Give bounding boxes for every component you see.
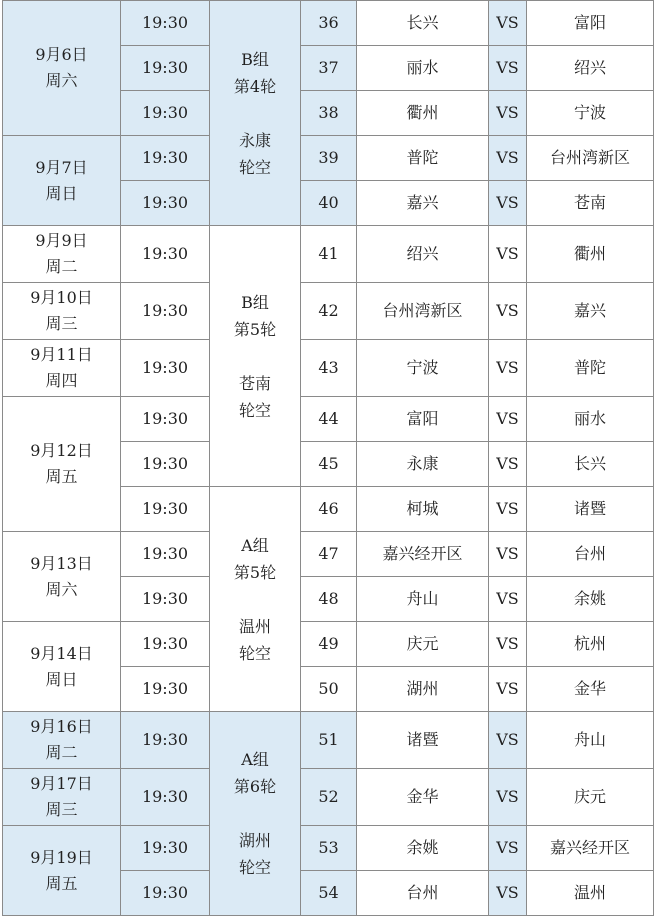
- time-cell: 19:30: [121, 622, 210, 667]
- away-team: 杭州: [527, 622, 654, 667]
- date-text: 9月7日: [35, 157, 88, 177]
- match-number: 44: [301, 397, 357, 442]
- round-text: 第5轮: [233, 319, 277, 339]
- time-cell: 19:30: [121, 136, 210, 181]
- home-team: 舟山: [357, 577, 489, 622]
- home-team: 柯城: [357, 487, 489, 532]
- date-cell: [3, 712, 121, 769]
- table-row: [3, 769, 654, 826]
- time-cell: 19:30: [121, 577, 210, 622]
- weekday-text: 周二: [45, 257, 78, 276]
- home-team: 普陀: [357, 136, 489, 181]
- table-row: [3, 622, 654, 667]
- date-cell: [3, 136, 121, 226]
- away-team: 苍南: [527, 181, 654, 226]
- away-team: 绍兴: [527, 46, 654, 91]
- home-team: 湖州: [357, 667, 489, 712]
- match-number: 39: [301, 136, 357, 181]
- bye-team-text: 湖州: [238, 831, 271, 850]
- vs-label: VS: [489, 136, 527, 181]
- home-team: 长兴: [357, 1, 489, 46]
- away-team: 余姚: [527, 577, 654, 622]
- match-number: 51: [301, 712, 357, 769]
- match-number: 52: [301, 769, 357, 826]
- away-team: 普陀: [527, 340, 654, 397]
- away-team: 富阳: [527, 1, 654, 46]
- round-cell: [210, 487, 301, 712]
- match-number: 43: [301, 340, 357, 397]
- home-team: 庆元: [357, 622, 489, 667]
- away-team: 诸暨: [527, 487, 654, 532]
- date-text: 9月6日: [35, 45, 88, 64]
- bye-team-text: 温州: [238, 616, 271, 636]
- away-team: 嘉兴: [527, 283, 654, 340]
- date-cell: [3, 340, 121, 397]
- home-team: 绍兴: [357, 226, 489, 283]
- group-text: B组: [241, 292, 269, 312]
- away-team: 嘉兴经开区: [527, 826, 654, 871]
- date-text: 9月9日: [35, 231, 88, 250]
- bye-label-text: 轮空: [238, 400, 271, 420]
- time-cell: 19:30: [121, 871, 210, 916]
- match-number: 47: [301, 532, 357, 577]
- weekday-text: 周六: [45, 71, 78, 90]
- round-text: 第5轮: [233, 562, 277, 582]
- match-number: 46: [301, 487, 357, 532]
- vs-label: VS: [489, 622, 527, 667]
- vs-label: VS: [489, 1, 527, 46]
- vs-label: VS: [489, 442, 527, 487]
- away-team: 宁波: [527, 91, 654, 136]
- date-cell: [3, 1, 121, 136]
- home-team: 余姚: [357, 826, 489, 871]
- table-row: [3, 226, 654, 283]
- table-row: [3, 532, 654, 577]
- bye-team-text: 苍南: [238, 373, 271, 393]
- home-team: 宁波: [357, 340, 489, 397]
- table-row: [3, 712, 654, 769]
- time-cell: 19:30: [121, 667, 210, 712]
- date-text: 9月12日: [30, 441, 93, 460]
- away-team: 丽水: [527, 397, 654, 442]
- home-team: 丽水: [357, 46, 489, 91]
- away-team: 长兴: [527, 442, 654, 487]
- match-number: 50: [301, 667, 357, 712]
- home-team: 嘉兴: [357, 181, 489, 226]
- date-text: 9月11日: [30, 345, 93, 364]
- weekday-text: 周三: [45, 800, 78, 819]
- match-number: 45: [301, 442, 357, 487]
- date-text: 9月19日: [30, 847, 93, 867]
- time-cell: 19:30: [121, 769, 210, 826]
- bye-label-text: 轮空: [238, 157, 271, 177]
- group-text: A组: [241, 535, 269, 555]
- table-row: [3, 397, 654, 442]
- round-cell: [210, 1, 301, 226]
- vs-label: VS: [489, 712, 527, 769]
- date-cell: [3, 283, 121, 340]
- vs-label: VS: [489, 91, 527, 136]
- away-team: 台州: [527, 532, 654, 577]
- round-text: 第4轮: [233, 76, 277, 96]
- group-text: B组: [241, 49, 269, 69]
- table-row: [3, 1, 654, 46]
- group-text: A组: [241, 750, 269, 769]
- time-cell: 19:30: [121, 487, 210, 532]
- vs-label: VS: [489, 487, 527, 532]
- round-cell: [210, 712, 301, 916]
- time-cell: 19:30: [121, 46, 210, 91]
- vs-label: VS: [489, 283, 527, 340]
- weekday-text: 周六: [45, 579, 78, 599]
- date-cell: [3, 397, 121, 532]
- away-team: 衢州: [527, 226, 654, 283]
- away-team: 庆元: [527, 769, 654, 826]
- home-team: 诸暨: [357, 712, 489, 769]
- time-cell: 19:30: [121, 340, 210, 397]
- table-row: [3, 283, 654, 340]
- home-team: 富阳: [357, 397, 489, 442]
- weekday-text: 周日: [45, 669, 78, 689]
- time-cell: 19:30: [121, 442, 210, 487]
- time-cell: 19:30: [121, 283, 210, 340]
- home-team: 永康: [357, 442, 489, 487]
- date-text: 9月17日: [30, 774, 93, 793]
- away-team: 金华: [527, 667, 654, 712]
- weekday-text: 周日: [45, 183, 78, 203]
- match-number: 38: [301, 91, 357, 136]
- match-number: 40: [301, 181, 357, 226]
- vs-label: VS: [489, 826, 527, 871]
- weekday-text: 周三: [45, 314, 78, 333]
- time-cell: 19:30: [121, 1, 210, 46]
- round-cell: [210, 226, 301, 487]
- date-text: 9月13日: [30, 553, 93, 573]
- match-number: 36: [301, 1, 357, 46]
- vs-label: VS: [489, 181, 527, 226]
- time-cell: 19:30: [121, 826, 210, 871]
- table-row: [3, 826, 654, 871]
- match-number: 42: [301, 283, 357, 340]
- vs-label: VS: [489, 340, 527, 397]
- date-cell: [3, 826, 121, 916]
- match-number: 53: [301, 826, 357, 871]
- vs-label: VS: [489, 226, 527, 283]
- bye-label-text: 轮空: [238, 858, 271, 877]
- weekday-text: 周四: [45, 371, 78, 390]
- match-number: 49: [301, 622, 357, 667]
- date-cell: [3, 769, 121, 826]
- round-text: 第6轮: [233, 777, 277, 796]
- match-number: 48: [301, 577, 357, 622]
- home-team: 金华: [357, 769, 489, 826]
- date-text: 9月10日: [30, 288, 93, 307]
- vs-label: VS: [489, 577, 527, 622]
- weekday-text: 周五: [45, 467, 78, 486]
- time-cell: 19:30: [121, 712, 210, 769]
- match-number: 41: [301, 226, 357, 283]
- vs-label: VS: [489, 397, 527, 442]
- match-number: 54: [301, 871, 357, 916]
- time-cell: 19:30: [121, 226, 210, 283]
- date-text: 9月16日: [30, 717, 93, 736]
- time-cell: 19:30: [121, 532, 210, 577]
- time-cell: 19:30: [121, 397, 210, 442]
- date-cell: [3, 226, 121, 283]
- home-team: 嘉兴经开区: [357, 532, 489, 577]
- table-row: [3, 136, 654, 181]
- bye-team-text: 永康: [238, 130, 271, 150]
- away-team: 台州湾新区: [527, 136, 654, 181]
- vs-label: VS: [489, 667, 527, 712]
- date-cell: [3, 532, 121, 622]
- bye-label-text: 轮空: [238, 643, 271, 663]
- home-team: 台州: [357, 871, 489, 916]
- time-cell: 19:30: [121, 181, 210, 226]
- vs-label: VS: [489, 46, 527, 91]
- table-row: [3, 340, 654, 397]
- away-team: 温州: [527, 871, 654, 916]
- time-cell: 19:30: [121, 91, 210, 136]
- vs-label: VS: [489, 769, 527, 826]
- vs-label: VS: [489, 532, 527, 577]
- schedule-table: [2, 0, 654, 916]
- home-team: 衢州: [357, 91, 489, 136]
- away-team: 舟山: [527, 712, 654, 769]
- home-team: 台州湾新区: [357, 283, 489, 340]
- match-number: 37: [301, 46, 357, 91]
- date-text: 9月14日: [30, 643, 93, 663]
- date-cell: [3, 622, 121, 712]
- weekday-text: 周二: [45, 743, 78, 762]
- weekday-text: 周五: [45, 873, 78, 893]
- vs-label: VS: [489, 871, 527, 916]
